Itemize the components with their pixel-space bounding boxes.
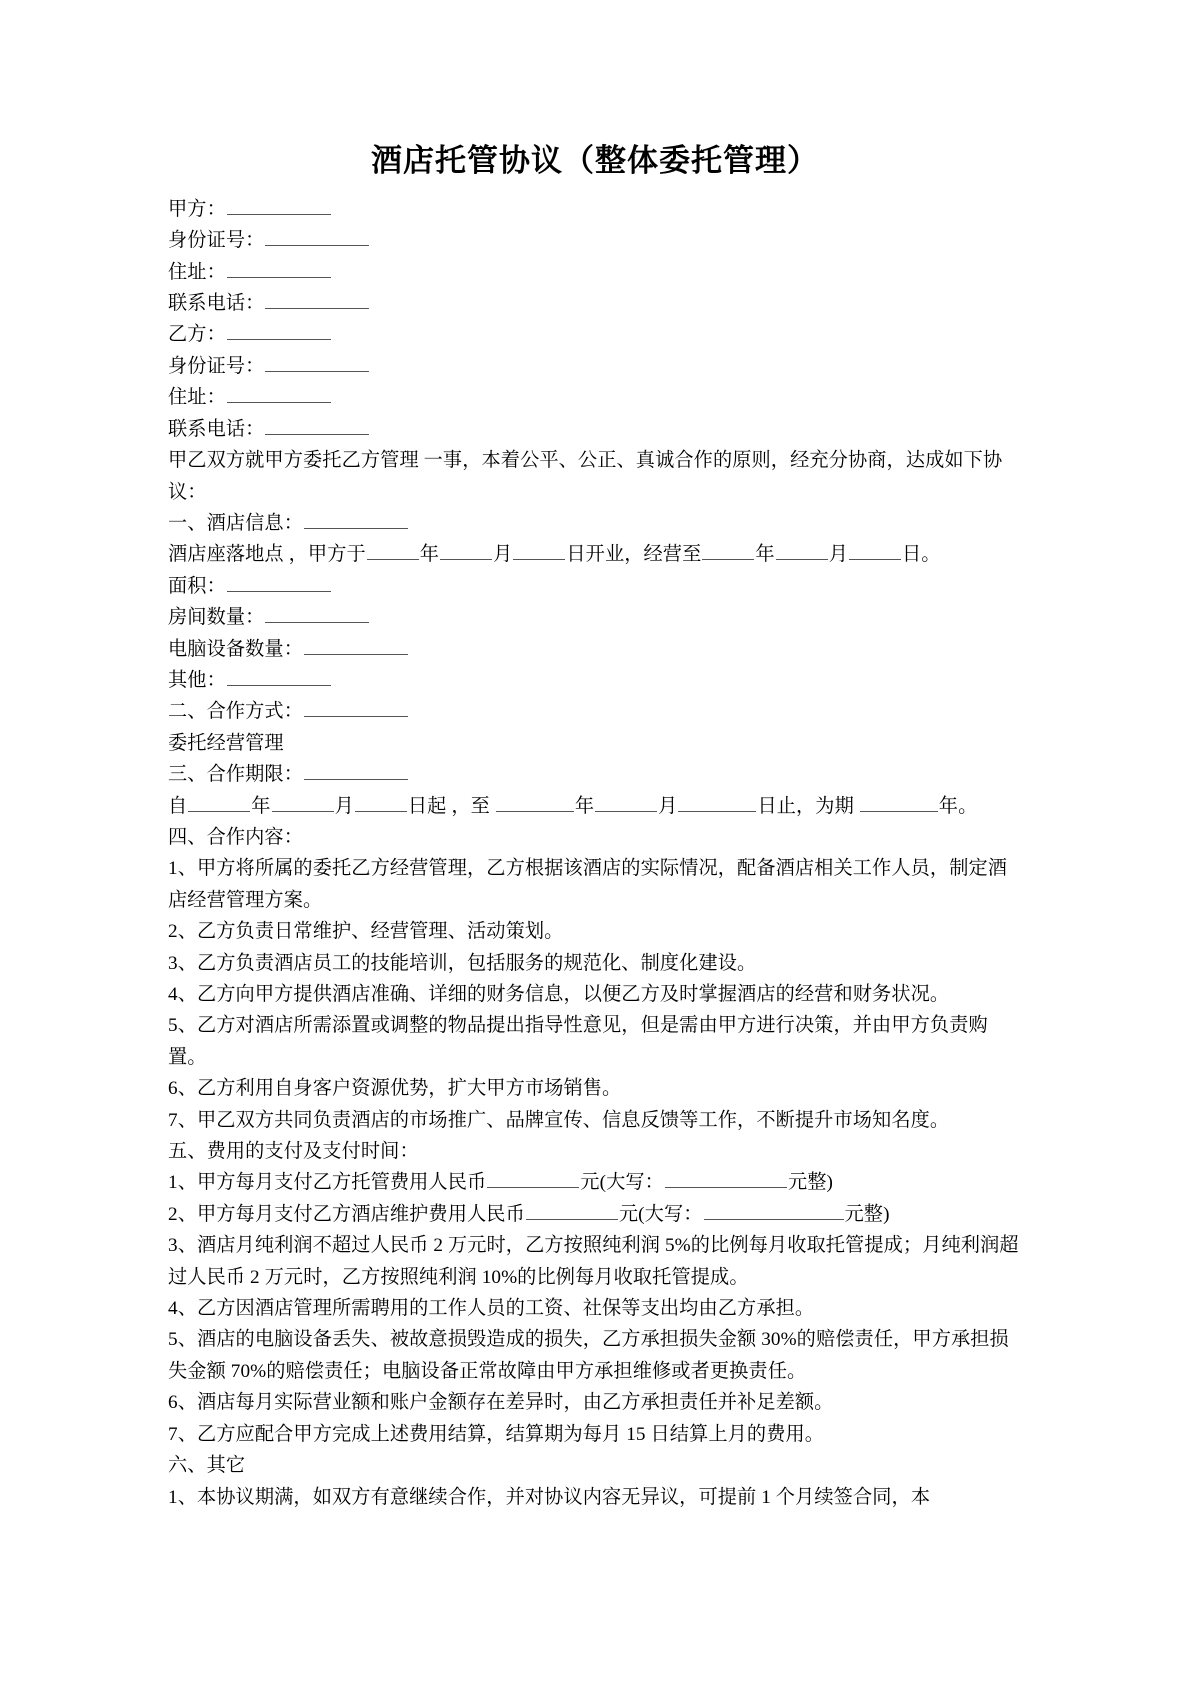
party-a-name-label: 甲方： [168, 198, 226, 220]
party-a-phone-row [168, 288, 1022, 319]
party-a-address-row [168, 257, 1022, 288]
section-5-item-5: 5、酒店的电脑设备丢失、被故意损毁造成的损失，乙方承担损失金额 30%的赔偿责任，甲方承担损失金额 70%的赔偿责任；电脑设备正常故障由甲方承担维修或者更换责任。 [168, 1329, 1009, 1382]
open-year-blank[interactable] [367, 541, 419, 560]
hotel-area-blank[interactable] [227, 572, 331, 591]
open-day-blank[interactable] [513, 541, 565, 560]
hotel-rooms-blank[interactable] [265, 604, 369, 623]
term-start-day-blank[interactable] [355, 792, 407, 811]
term-start-month-unit: 月 [334, 795, 354, 817]
end-day-blank[interactable] [849, 541, 901, 560]
hotel-other-blank[interactable] [227, 667, 331, 686]
party-b-address-row [168, 382, 1022, 413]
hotel-computers-row [168, 634, 1022, 665]
maintenance-fee-mid: 元(大写： [618, 1203, 703, 1225]
maintenance-fee-suffix: 元整) [844, 1203, 890, 1225]
page-title: 酒店托管协议（整体委托管理） [371, 143, 819, 178]
party-a-id-label: 身份证号： [168, 230, 265, 252]
hotel-location-row [168, 539, 1022, 570]
party-b-id-label: 身份证号： [168, 355, 265, 377]
hotel-rooms-label: 房间数量： [168, 607, 265, 629]
party-b-address-label: 住址： [168, 387, 226, 409]
hotel-computers-label: 电脑设备数量： [168, 638, 304, 660]
section-4-item-1: 1、甲方将所属的委托乙方经营管理，乙方根据该酒店的实际情况，配备酒店相关工作人员，制定酒店经营管理方案。 [168, 858, 1008, 911]
party-b-phone-blank[interactable] [265, 415, 369, 434]
hotel-other-row [168, 665, 1022, 696]
section-4-item-2: 2、乙方负责日常维护、经营管理、活动策划。 [168, 921, 564, 943]
term-end-day-blank[interactable] [678, 792, 756, 811]
cooperation-term-blank[interactable] [304, 761, 408, 780]
term-years-unit: 年。 [938, 795, 978, 817]
term-end-day-unit: 日止，为期 [757, 795, 859, 817]
trustee-fee-amount-blank[interactable] [487, 1169, 579, 1188]
term-start-year-unit: 年 [251, 795, 271, 817]
section-5-item-7: 7、乙方应配合甲方完成上述费用结算，结算期为每月 15 日结算上月的费用。 [168, 1423, 825, 1445]
hotel-area-row [168, 571, 1022, 602]
section-5-heading: 五、费用的支付及支付时间： [168, 1141, 419, 1163]
end-month-blank[interactable] [776, 541, 828, 560]
section-1-heading-row [168, 508, 1022, 539]
section-2-heading-row [168, 696, 1022, 727]
open-month-blank[interactable] [440, 541, 492, 560]
maintenance-fee-amount-blank[interactable] [526, 1201, 618, 1220]
party-b-phone-label: 联系电话： [168, 418, 265, 440]
party-a-phone-label: 联系电话： [168, 293, 265, 315]
term-start-day-unit: 日起 ，至 [407, 795, 495, 817]
party-a-address-blank[interactable] [227, 258, 331, 277]
hotel-other-label: 其他： [168, 669, 226, 691]
party-b-phone-row [168, 414, 1022, 445]
hotel-rooms-row [168, 602, 1022, 633]
party-a-name-row [168, 194, 1022, 225]
cooperation-mode-content: 委托经营管理 [168, 732, 284, 754]
trustee-fee-mid: 元(大写： [580, 1172, 664, 1194]
section-4-item-5: 5、乙方对酒店所需添置或调整的物品提出指导性意见，但是需由甲方进行决策，并由甲方负责购置。 [168, 1015, 988, 1068]
hotel-area-label: 面积： [168, 575, 226, 597]
term-start-year-blank[interactable] [188, 792, 250, 811]
open-day-unit: 日开业，经营至 [566, 544, 702, 566]
section-4-item-7: 7、甲乙双方共同负责酒店的市场推广、品牌宣传、信息反馈等工作，不断提升市场知名度。 [168, 1109, 950, 1131]
section-4-item-4: 4、乙方向甲方提供酒店准确、详细的财务信息，以便乙方及时掌握酒店的经营和财务状况。 [168, 984, 950, 1005]
open-month-unit: 月 [493, 544, 513, 566]
party-b-id-blank[interactable] [265, 353, 369, 372]
trustee-fee-prefix: 1、甲方每月支付乙方托管费用人民币 [168, 1172, 487, 1194]
section-5-item-4: 4、乙方因酒店管理所需聘用的工作人员的工资、社保等支出均由乙方承担。 [168, 1298, 815, 1320]
preamble-paragraph: 甲乙双方就甲方委托乙方管理 一事，本着公平、公正、真诚合作的原则，经充分协商，达成如下协议： [168, 450, 1003, 503]
maintenance-fee-prefix: 2、甲方每月支付乙方酒店维护费用人民币 [168, 1203, 525, 1225]
open-year-unit: 年 [419, 544, 440, 566]
term-years-blank[interactable] [860, 792, 938, 811]
party-a-phone-blank[interactable] [265, 290, 369, 309]
section-3-heading: 三、合作期限： [168, 764, 304, 786]
party-a-name-blank[interactable] [227, 196, 331, 215]
section-2-heading: 二、合作方式： [168, 701, 304, 723]
cooperation-term-row [168, 791, 1022, 822]
party-a-id-blank[interactable] [265, 227, 369, 246]
section-6-heading: 六、其它 [168, 1455, 246, 1477]
party-b-name-row [168, 319, 1022, 350]
hotel-computers-blank[interactable] [304, 635, 408, 654]
section-4-item-6: 6、乙方利用自身客户资源优势，扩大甲方市场销售。 [168, 1078, 622, 1100]
section-5-item-3: 3、酒店月纯利润不超过人民币 2 万元时，乙方按照纯利润 5%的比例每月收取托管提成；月纯利润超过人民币 2 万元时，乙方按照纯利润 10%的比例每月收取托管提成。 [168, 1235, 1019, 1288]
term-end-year-blank[interactable] [496, 792, 574, 811]
party-a-address-label: 住址： [168, 261, 226, 283]
term-end-month-unit: 月 [658, 795, 678, 817]
section-5-item-6: 6、酒店每月实际营业额和账户金额存在差异时，由乙方承担责任并补足差额。 [168, 1392, 834, 1414]
cooperation-mode-blank[interactable] [304, 698, 408, 717]
party-a-id-row [168, 225, 1022, 256]
end-year-unit: 年 [755, 544, 775, 566]
end-year-blank[interactable] [702, 541, 754, 560]
hotel-info-blank[interactable] [304, 510, 408, 529]
end-day-unit: 日。 [901, 544, 941, 566]
end-month-unit: 月 [828, 544, 848, 566]
document-body [168, 194, 1022, 1513]
term-end-year-unit: 年 [574, 795, 595, 817]
trustee-fee-words-blank[interactable] [665, 1169, 787, 1188]
party-b-name-label: 乙方： [168, 324, 226, 346]
maintenance-fee-words-blank[interactable] [704, 1201, 844, 1220]
party-b-name-blank[interactable] [227, 321, 331, 340]
party-b-id-row [168, 351, 1022, 382]
trustee-fee-suffix: 元整) [787, 1172, 834, 1194]
section-4-item-3: 3、乙方负责酒店员工的技能培训，包括服务的规范化、制度化建设。 [168, 952, 757, 974]
party-b-address-blank[interactable] [227, 384, 331, 403]
term-start-month-blank[interactable] [272, 792, 334, 811]
section-5-item-2 [168, 1199, 1022, 1230]
hotel-location-prefix: 酒店座落地点 ，甲方于 [168, 544, 366, 566]
section-1-heading: 一、酒店信息： [168, 512, 304, 534]
section-4-heading: 四、合作内容： [168, 826, 304, 848]
section-3-heading-row [168, 759, 1022, 790]
term-from-label: 自 [168, 795, 188, 817]
section-6-item-1: 1、本协议期满，如双方有意继续合作，并对协议内容无异议，可提前 1 个月续签合同，本 [168, 1486, 931, 1508]
section-5-item-1 [168, 1167, 1022, 1198]
term-end-month-blank[interactable] [595, 792, 657, 811]
